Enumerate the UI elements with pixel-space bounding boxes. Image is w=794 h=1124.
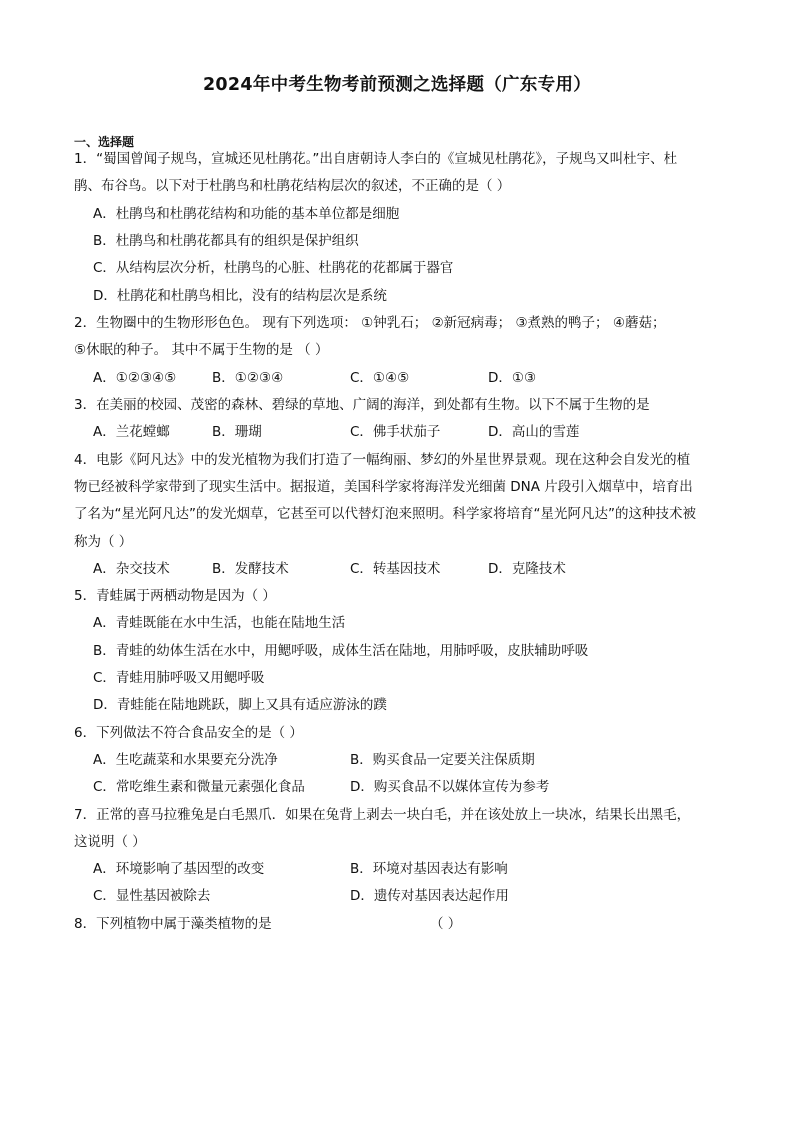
question-5-option-d: D．青蛙能在陆地跳跃，脚上又具有适应游泳的蹼	[93, 697, 387, 713]
question-7-option-b: B．环境对基因表达有影响	[350, 861, 508, 877]
question-5-line-1: 5．青蛙属于两栖动物是因为（ ）	[74, 588, 276, 604]
question-7-line-1: 7．正常的喜马拉雅兔是白毛黑爪．如果在兔背上剥去一块白毛，并在该处放上一块冰，结果长出黑毛，	[74, 807, 691, 823]
question-1-option-b: B．杜鹃鸟和杜鹃花都具有的组织是保护组织	[93, 233, 359, 249]
question-6-option-a: A．生吃蔬菜和水果要充分洗净	[93, 752, 278, 768]
question-6-line-1: 6．下列做法不符合食品安全的是（ ）	[74, 725, 303, 741]
question-7-option-c: C．显性基因被除去	[93, 888, 211, 904]
question-7-line-2: 这说明（ ）	[74, 834, 146, 850]
question-4-option-a: A．杂交技术	[93, 561, 170, 577]
question-1-option-d: D．杜鹃花和杜鹃鸟相比，没有的结构层次是系统	[93, 288, 387, 304]
question-1-option-c: C．从结构层次分析，杜鹃鸟的心脏、杜鹃花的花都属于器官	[93, 260, 454, 276]
question-2-line-2: ⑤休眠的种子。 其中不属于生物的是 （ ）	[74, 342, 329, 358]
question-3-option-a: A．兰花螳螂	[93, 424, 170, 440]
question-6-option-b: B．购买食品一定要关注保质期	[350, 752, 535, 768]
page-title: 2024年中考生物考前预测之选择题（广东专用）	[202, 75, 592, 95]
question-1-line-1: 1．“蜀国曾闻子规鸟，宣城还见杜鹃花。”出自唐朝诗人李白的《宣城见杜鹃花》，子规鸟又叫杜宇、杜	[74, 151, 678, 167]
question-2-option-d: D．①③	[488, 370, 537, 386]
question-6-option-d: D．购买食品不以媒体宣传为参考	[350, 779, 550, 795]
question-2-line-1: 2．生物圈中的生物形形色色。 现有下列选项： ①钟乳石； ②新冠病毒； ③煮熟的鸭子； ④蘑菇；	[74, 315, 666, 331]
question-4-option-c: C．转基因技术	[350, 561, 441, 577]
question-4-line-3: 了名为“星光阿凡达”的发光烟草，它甚至可以代替灯泡来照明。科学家将培育“星光阿凡达”的这种技术被	[74, 506, 696, 522]
question-4-option-d: D．克隆技术	[488, 561, 566, 577]
question-2-option-b: B．①②③④	[212, 370, 284, 386]
question-2-option-c: C．①④⑤	[350, 370, 410, 386]
question-3-option-d: D．高山的雪莲	[488, 424, 580, 440]
question-8-answer-paren: （ ）	[430, 916, 462, 932]
question-7-option-a: A．环境影响了基因型的改变	[93, 861, 265, 877]
question-5-option-b: B．青蛙的幼体生活在水中，用鳃呼吸，成体生活在陆地，用肺呼吸，皮肤辅助呼吸	[93, 643, 589, 659]
question-5-option-c: C．青蛙用肺呼吸又用鳃呼吸	[93, 670, 265, 686]
question-4-line-1: 4．电影《阿凡达》中的发光植物为我们打造了一幅绚丽、梦幻的外星世界景观。现在这种会自发光的植	[74, 452, 691, 468]
question-3-line-1: 3．在美丽的校园、茂密的森林、碧绿的草地、广阔的海洋，到处都有生物。以下不属于生物的是	[74, 397, 650, 413]
question-8-line-1: 8．下列植物中属于藻类植物的是	[74, 916, 272, 932]
question-2-option-a: A．①②③④⑤	[93, 370, 177, 386]
question-5-option-a: A．青蛙既能在水中生活，也能在陆地生活	[93, 615, 346, 631]
section-heading: 一、选择题	[74, 135, 135, 149]
question-3-option-c: C．佛手状茄子	[350, 424, 441, 440]
question-4-option-b: B．发酵技术	[212, 561, 289, 577]
question-4-line-2: 物已经被科学家带到了现实生活中。据报道，美国科学家将海洋发光细菌 DNA 片段引入烟草中，培育出	[74, 479, 693, 495]
question-7-option-d: D．遗传对基因表达起作用	[350, 888, 509, 904]
question-6-option-c: C．常吃维生素和微量元素强化食品	[93, 779, 305, 795]
question-3-option-b: B．珊瑚	[212, 424, 262, 440]
question-1-line-2: 鹃、布谷鸟。以下对于杜鹃鸟和杜鹃花结构层次的叙述，不正确的是（ ）	[74, 178, 511, 194]
question-1-option-a: A．杜鹃鸟和杜鹃花结构和功能的基本单位都是细胞	[93, 206, 400, 222]
question-4-line-4: 称为（ ）	[74, 534, 133, 550]
